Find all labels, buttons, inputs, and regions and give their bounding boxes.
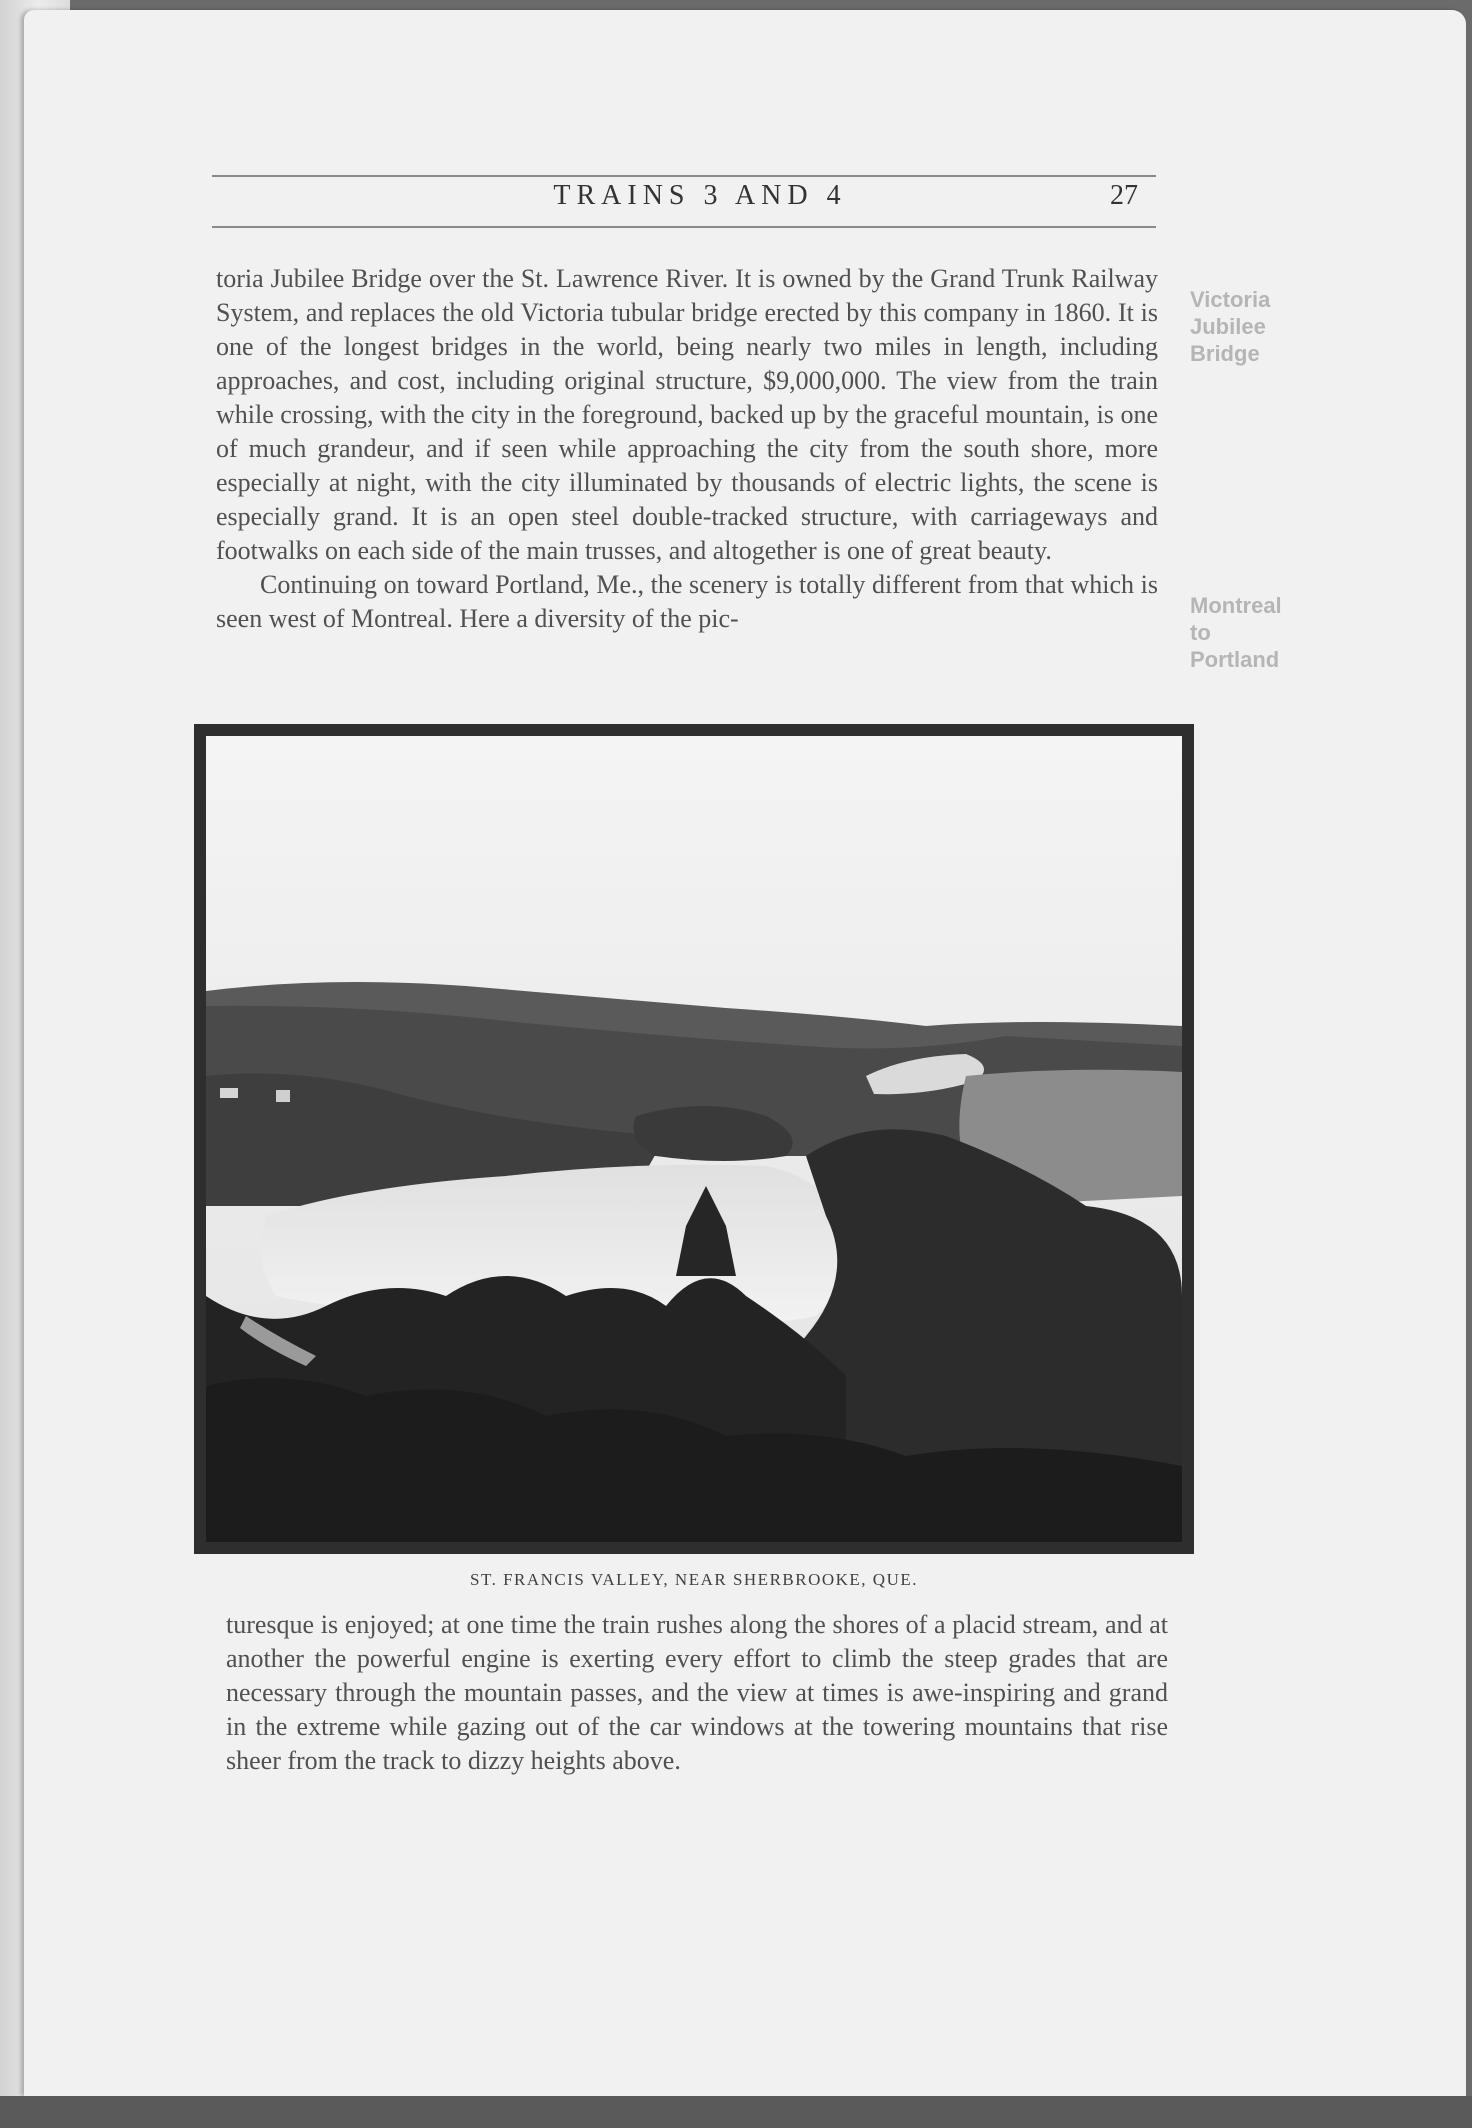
top-text-block (216, 262, 1158, 636)
header-rule-bottom (212, 226, 1156, 228)
page-number: 27 (1110, 180, 1138, 211)
margin-note-line: to (1190, 620, 1211, 645)
paragraph: Continuing on toward Portland, Me., the scenery is totally different from that which is seen west of Montreal. Here a diversity of the pic- (216, 570, 1158, 633)
margin-note-montreal-to-portland (1190, 592, 1310, 673)
landscape-photo (206, 736, 1182, 1542)
bottom-text-block (226, 1608, 1168, 1778)
margin-note-line: Victoria (1190, 287, 1271, 312)
header-rule-top (212, 175, 1156, 177)
photo-frame (194, 724, 1194, 1554)
scan-bottom-edge (0, 2096, 1472, 2128)
paragraph: turesque is enjoyed; at one time the train rushes along the shores of a placid stream, and at another the powerful engine is exerting every effort to climb the steep grades that are necessary through the mountain passes, and the view at times is awe-inspiring and grand in the extreme while gazing out of the car windows at the towering mountains that rise sheer from the track to dizzy heights above. (226, 1610, 1168, 1775)
river-valley-illustration (206, 736, 1182, 1542)
photo-caption: ST. FRANCIS VALLEY, NEAR SHERBROOKE, QUE. (470, 1570, 918, 1589)
margin-note-victoria-jubilee-bridge (1190, 286, 1310, 367)
paragraph: toria Jubilee Bridge over the St. Lawrence River. It is owned by the Grand Trunk Railway System, and replaces the old Victoria tubular bridge erected by this company in 1860. It is one of the longest bridges in the world, being nearly two miles in length, including approaches, and cost, including original structure, $9,000,000. The view from the train while crossing, with the city in the foreground, backed up by the graceful mountain, is one of much grandeur, and if seen while approaching the city from the south shore, more especially at night, with the city illuminated by thousands of electric lights, the scene is especially grand. It is an open steel double-tracked structure, with carriageways and footwalks on each side of the main trusses, and altogether is one of great beauty. (216, 264, 1158, 565)
margin-note-line: Montreal (1190, 593, 1282, 618)
margin-note-line: Bridge (1190, 341, 1260, 366)
margin-note-line: Jubilee (1190, 314, 1266, 339)
running-title: TRAINS 3 AND 4 (553, 180, 847, 211)
margin-note-line: Portland (1190, 647, 1280, 672)
